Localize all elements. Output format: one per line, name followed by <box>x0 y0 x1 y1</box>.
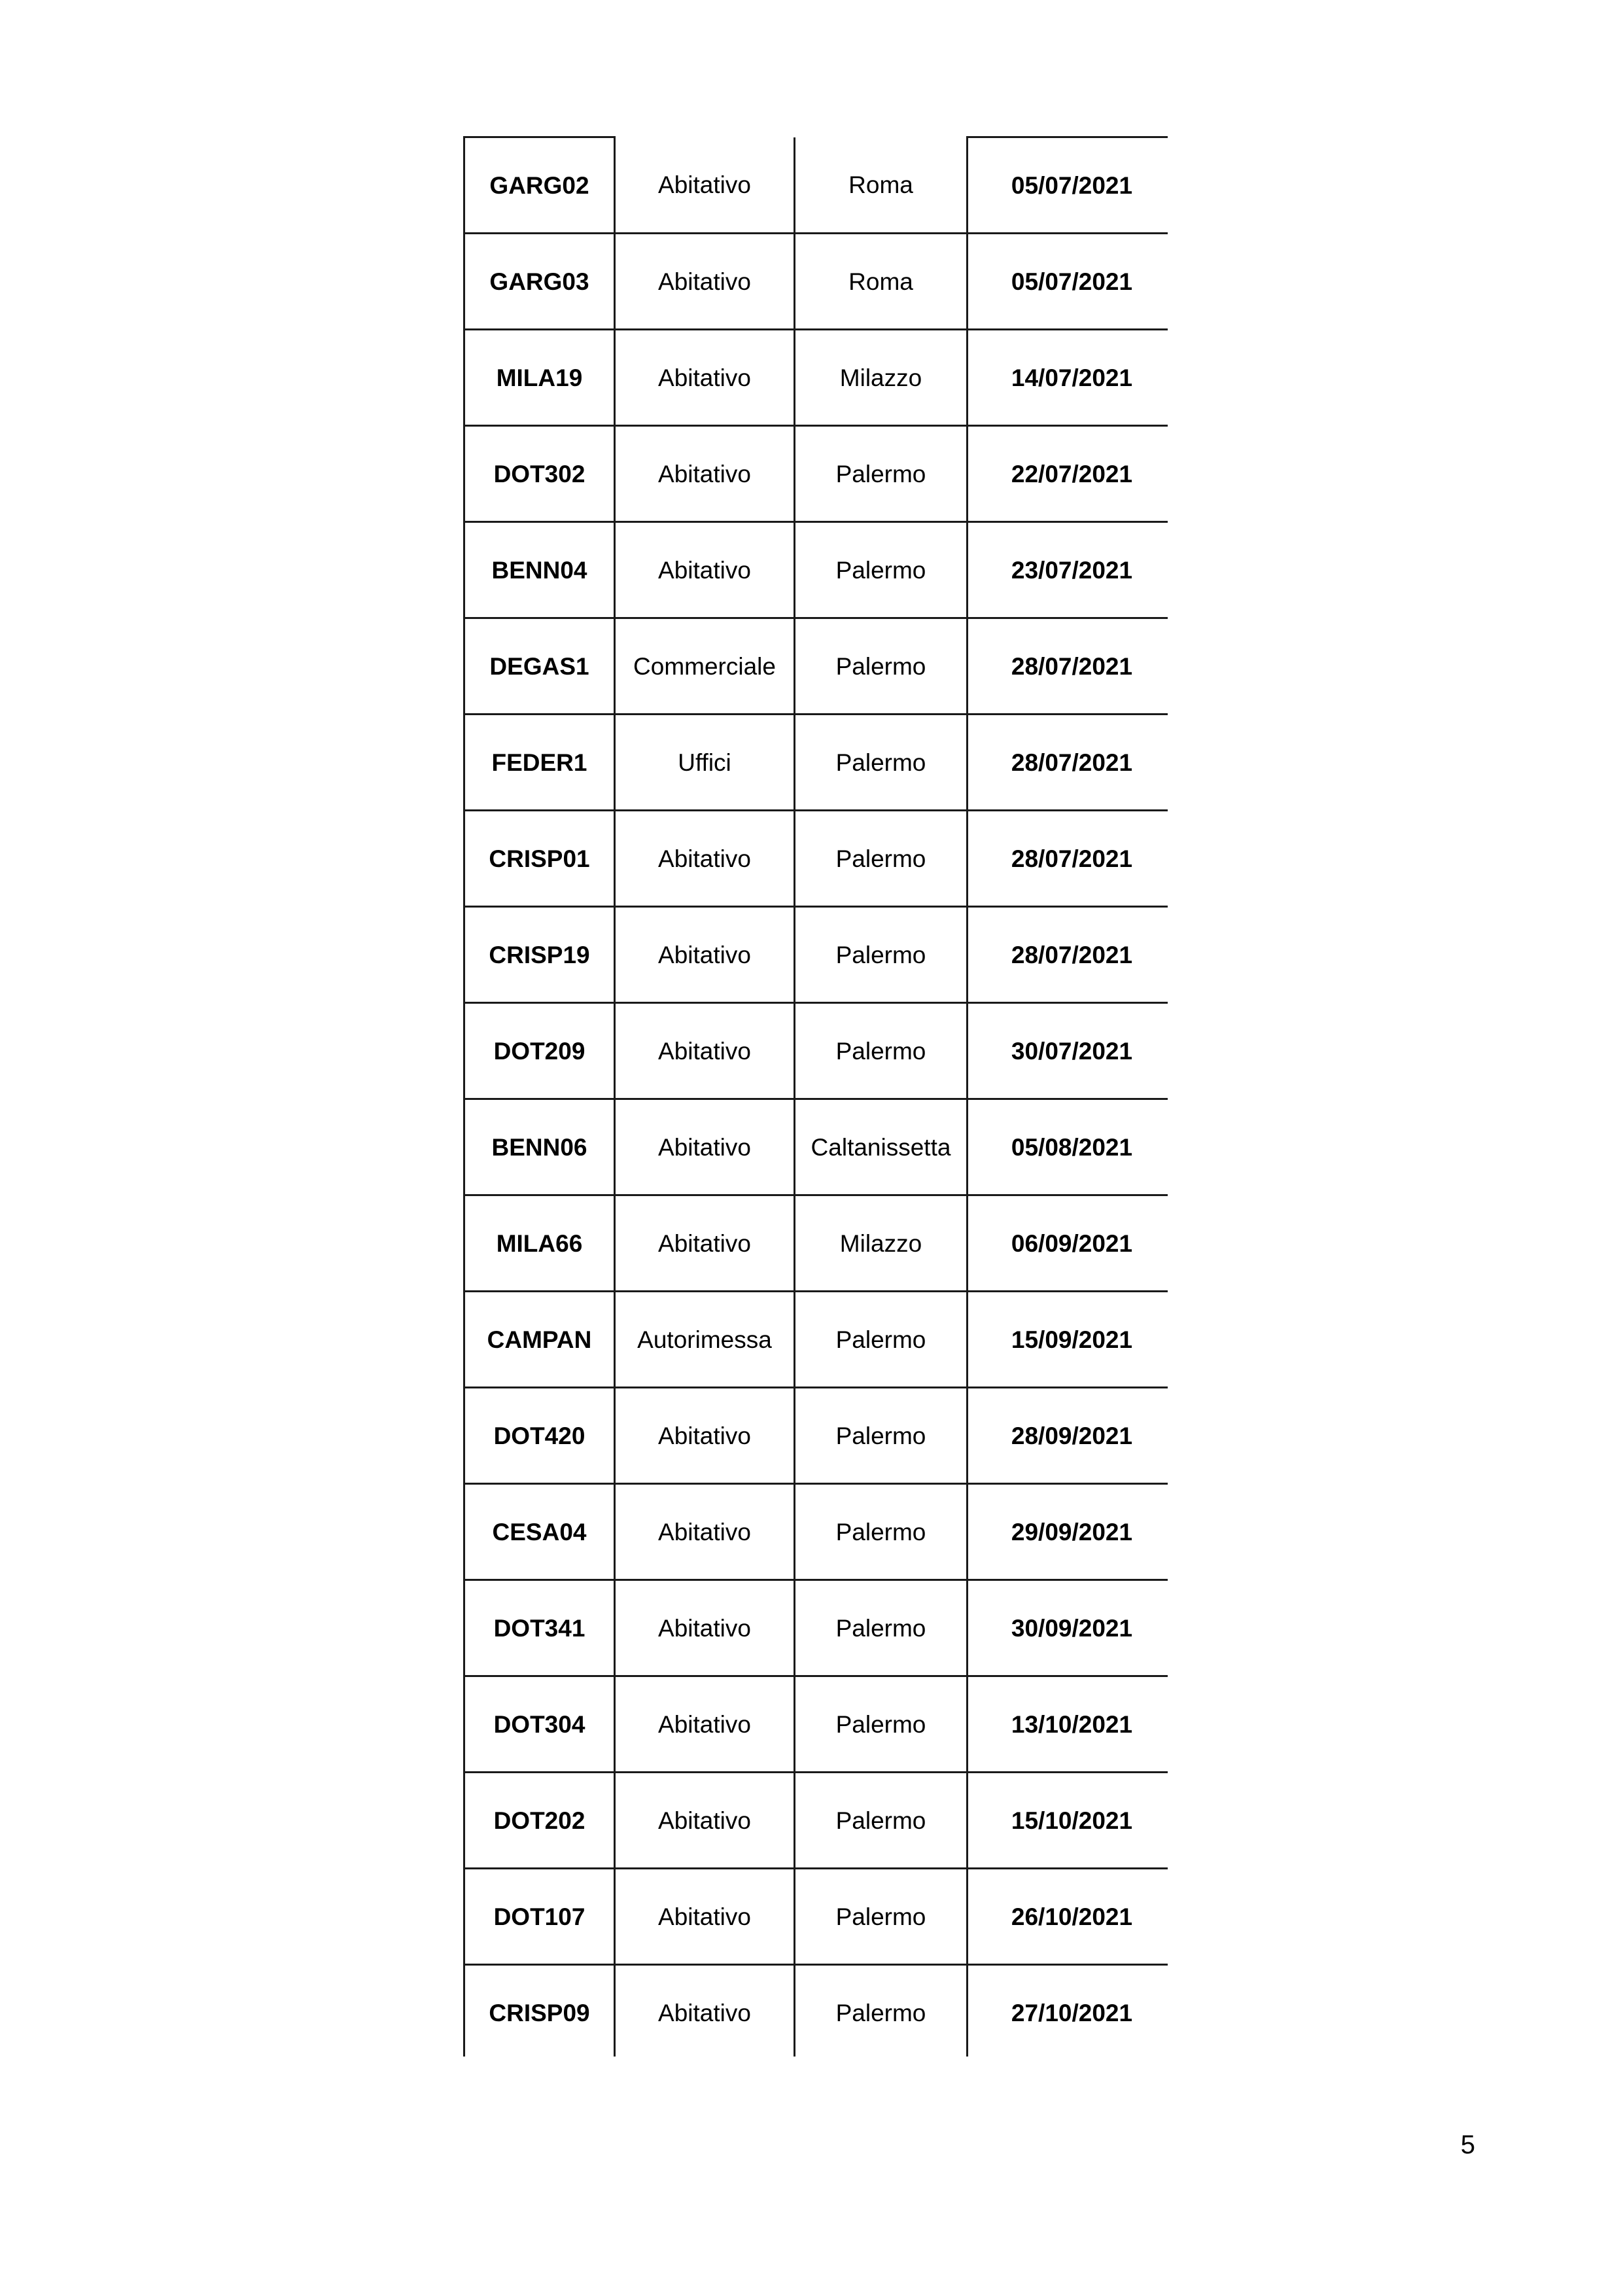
property-date-cell: 05/07/2021 <box>968 234 1168 330</box>
property-city-cell: Roma <box>795 234 968 330</box>
table-row <box>464 907 1168 1003</box>
property-code-cell: CRISP19 <box>464 907 615 1003</box>
property-code-cell: GARG02 <box>464 137 615 234</box>
property-date-cell: 28/07/2021 <box>968 715 1168 811</box>
property-code-cell: DOT209 <box>464 1003 615 1099</box>
property-table <box>463 136 1168 2057</box>
property-date-cell: 05/07/2021 <box>968 137 1168 234</box>
property-city-cell: Palermo <box>795 1773 968 1869</box>
property-city-cell: Palermo <box>795 1484 968 1580</box>
table-row <box>464 1003 1168 1099</box>
table-row <box>464 1388 1168 1484</box>
property-date-cell: 28/07/2021 <box>968 618 1168 715</box>
property-code-cell: BENN06 <box>464 1099 615 1195</box>
table-row <box>464 1484 1168 1580</box>
property-code-cell: DOT341 <box>464 1580 615 1676</box>
property-type-cell: Abitativo <box>615 1484 795 1580</box>
property-type-cell: Abitativo <box>615 330 795 426</box>
property-type-cell: Abitativo <box>615 1773 795 1869</box>
property-city-cell: Palermo <box>795 1388 968 1484</box>
property-code-cell: DOT107 <box>464 1869 615 1965</box>
property-city-cell: Milazzo <box>795 330 968 426</box>
property-type-cell: Abitativo <box>615 811 795 907</box>
property-type-cell: Abitativo <box>615 1965 795 2057</box>
property-type-cell: Abitativo <box>615 1676 795 1773</box>
property-code-cell: CESA04 <box>464 1484 615 1580</box>
property-city-cell: Milazzo <box>795 1195 968 1292</box>
table-row <box>464 1773 1168 1869</box>
property-city-cell: Palermo <box>795 1869 968 1965</box>
property-code-cell: CRISP09 <box>464 1965 615 2057</box>
property-code-cell: FEDER1 <box>464 715 615 811</box>
property-type-cell: Abitativo <box>615 426 795 522</box>
property-code-cell: BENN04 <box>464 522 615 618</box>
table-row <box>464 522 1168 618</box>
property-code-cell: MILA66 <box>464 1195 615 1292</box>
property-date-cell: 23/07/2021 <box>968 522 1168 618</box>
property-date-cell: 06/09/2021 <box>968 1195 1168 1292</box>
property-type-cell: Abitativo <box>615 1388 795 1484</box>
property-code-cell: GARG03 <box>464 234 615 330</box>
property-city-cell: Palermo <box>795 907 968 1003</box>
table-row <box>464 618 1168 715</box>
property-date-cell: 26/10/2021 <box>968 1869 1168 1965</box>
property-table-container <box>463 136 1168 2057</box>
property-city-cell: Palermo <box>795 1003 968 1099</box>
table-row <box>464 811 1168 907</box>
property-code-cell: DOT420 <box>464 1388 615 1484</box>
property-date-cell: 13/10/2021 <box>968 1676 1168 1773</box>
property-type-cell: Abitativo <box>615 907 795 1003</box>
property-type-cell: Uffici <box>615 715 795 811</box>
property-code-cell: DOT304 <box>464 1676 615 1773</box>
property-city-cell: Palermo <box>795 1676 968 1773</box>
property-type-cell: Autorimessa <box>615 1292 795 1388</box>
property-type-cell: Abitativo <box>615 1099 795 1195</box>
property-date-cell: 22/07/2021 <box>968 426 1168 522</box>
property-city-cell: Palermo <box>795 1965 968 2057</box>
table-row <box>464 1580 1168 1676</box>
property-date-cell: 05/08/2021 <box>968 1099 1168 1195</box>
property-code-cell: DOT302 <box>464 426 615 522</box>
property-type-cell: Abitativo <box>615 1869 795 1965</box>
property-date-cell: 28/07/2021 <box>968 811 1168 907</box>
table-row <box>464 330 1168 426</box>
property-date-cell: 14/07/2021 <box>968 330 1168 426</box>
property-city-cell: Palermo <box>795 618 968 715</box>
table-row <box>464 426 1168 522</box>
property-date-cell: 28/07/2021 <box>968 907 1168 1003</box>
property-code-cell: CRISP01 <box>464 811 615 907</box>
property-city-cell: Palermo <box>795 811 968 907</box>
property-city-cell: Palermo <box>795 426 968 522</box>
page-number: 5 <box>1460 2130 1475 2159</box>
table-row <box>464 137 1168 234</box>
property-table-body <box>464 137 1168 2057</box>
table-row <box>464 715 1168 811</box>
property-date-cell: 29/09/2021 <box>968 1484 1168 1580</box>
table-row <box>464 234 1168 330</box>
table-row <box>464 1676 1168 1773</box>
property-code-cell: DEGAS1 <box>464 618 615 715</box>
property-code-cell: CAMPAN <box>464 1292 615 1388</box>
table-row <box>464 1195 1168 1292</box>
property-date-cell: 27/10/2021 <box>968 1965 1168 2057</box>
property-date-cell: 30/09/2021 <box>968 1580 1168 1676</box>
property-city-cell: Palermo <box>795 715 968 811</box>
table-row <box>464 1099 1168 1195</box>
property-city-cell: Roma <box>795 137 968 234</box>
property-city-cell: Palermo <box>795 1580 968 1676</box>
property-city-cell: Palermo <box>795 522 968 618</box>
property-date-cell: 15/09/2021 <box>968 1292 1168 1388</box>
property-type-cell: Abitativo <box>615 1195 795 1292</box>
property-date-cell: 28/09/2021 <box>968 1388 1168 1484</box>
table-row <box>464 1965 1168 2057</box>
property-type-cell: Abitativo <box>615 234 795 330</box>
property-type-cell: Abitativo <box>615 137 795 234</box>
property-code-cell: DOT202 <box>464 1773 615 1869</box>
property-type-cell: Abitativo <box>615 522 795 618</box>
property-type-cell: Abitativo <box>615 1580 795 1676</box>
table-row <box>464 1869 1168 1965</box>
property-type-cell: Abitativo <box>615 1003 795 1099</box>
property-city-cell: Caltanissetta <box>795 1099 968 1195</box>
property-city-cell: Palermo <box>795 1292 968 1388</box>
property-code-cell: MILA19 <box>464 330 615 426</box>
property-date-cell: 30/07/2021 <box>968 1003 1168 1099</box>
property-type-cell: Commerciale <box>615 618 795 715</box>
table-row <box>464 1292 1168 1388</box>
property-date-cell: 15/10/2021 <box>968 1773 1168 1869</box>
